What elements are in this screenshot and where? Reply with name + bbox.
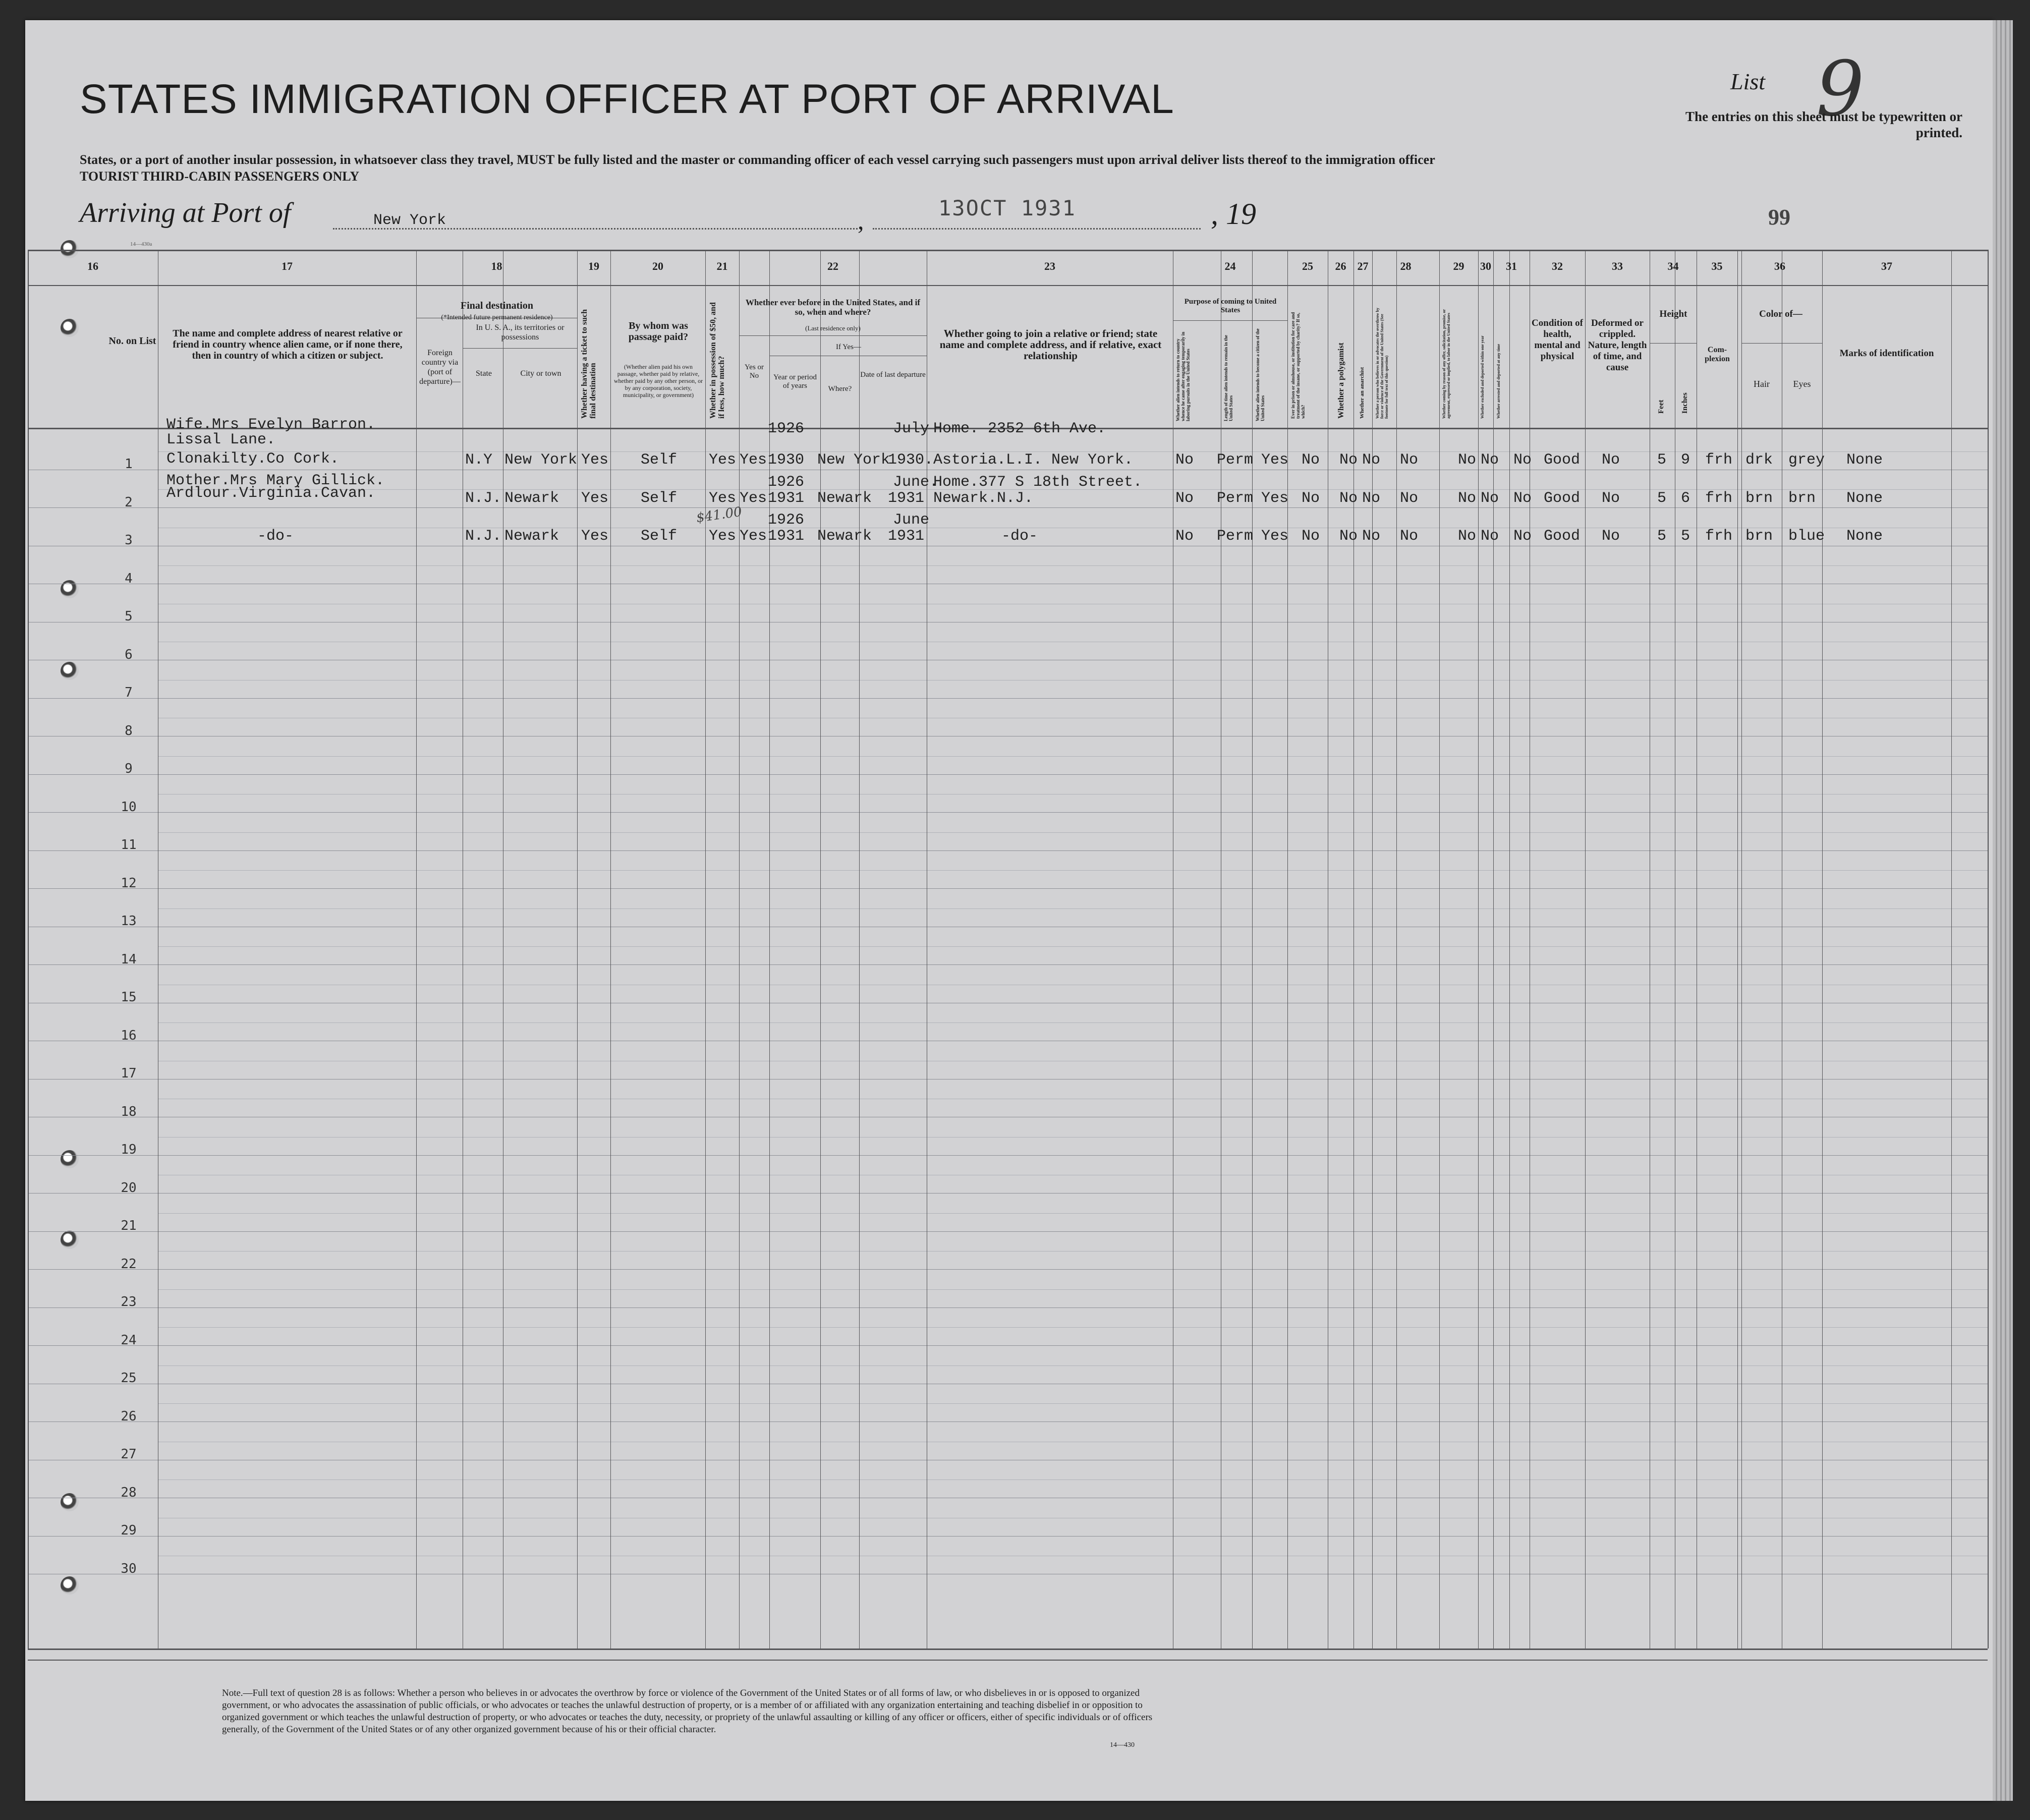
row-number: 9 [125,761,133,776]
column-number: 37 [1881,260,1892,272]
row-number: 14 [121,951,137,967]
color-rule [1741,343,1822,344]
entry-before: Yes [740,451,767,469]
column-number: 28 [1400,260,1412,272]
entry-anarchist: No [1362,451,1381,469]
row-midrule [158,565,1988,566]
entry-join: Home. 2352 6th Ave. [933,420,1106,437]
row-number: 24 [121,1332,137,1348]
entry-hair: brn [1745,528,1773,545]
entry-purpose: No [1175,451,1194,469]
entry-departure: June [893,511,930,529]
entry-departure: 1931 [888,528,925,545]
column-number: 32 [1552,260,1563,272]
entry-eyes: brn [1788,489,1816,507]
entry-money: Yes [709,451,737,469]
table-top-rule [28,250,1988,251]
row-midrule [158,870,1988,871]
row-number: 29 [121,1523,137,1538]
col-header-foreign-country: Foreign country via (port of departure)— [419,349,461,386]
col-header-polygamist: Whether a polygamist [1337,343,1345,419]
column-number: 17 [281,260,293,272]
entry-money: Yes [709,489,737,507]
col-header-ticket: Whether having a ticket to such final destination [580,309,597,419]
col-header-anarchist: Whether an anarchist [1359,367,1365,419]
list-label: List [1730,69,1766,94]
row-number: 10 [121,799,137,815]
col-header-yes-no: Yes or No [744,363,764,380]
row-midrule [158,908,1988,909]
entry-state: N.Y [465,451,493,469]
row-midrule [158,946,1988,947]
row-rule [28,507,1988,508]
entry-health: Good [1544,451,1581,469]
entry-city: Newark [504,528,559,545]
page-stack-edge [1993,20,2013,1801]
row-number: 30 [121,1561,137,1576]
entry-anarchist: No [1362,528,1381,545]
row-number: 15 [121,990,137,1005]
entry-years: 1931 [768,528,805,545]
row-rule [28,1345,1988,1346]
relative-address: Lissal Lane. [166,431,276,448]
relative-address: Mother.Mrs Mary Gillick. [166,472,385,489]
col-header-join-relative: Whether going to join a relative or friend; state name and complete address, and if relative, exact relationship [939,327,1162,362]
col-header-hair: Hair [1754,379,1770,389]
entry-length: Perm [1217,451,1254,469]
entry-ticket: Yes [581,451,609,469]
col-header-city: City or town [520,369,561,378]
entry-feet: 5 [1657,528,1667,545]
entry-join: Home.377 S 18th Street. [933,473,1143,491]
entry-excluded: No [1481,489,1499,507]
row-number: 28 [121,1485,137,1500]
row-midrule [158,832,1988,833]
col-header-relative: The name and complete address of nearest relative or friend in country whence alien came, or if none there, then in country of which a citizen or subject. [173,328,403,361]
column-number: 22 [827,260,838,272]
entry-years: 1931 [768,489,805,507]
entry-feet: 5 [1657,489,1667,507]
entry-length: Perm [1217,528,1254,545]
entry-eyes: grey [1788,451,1825,469]
entry-polygamist: No [1339,489,1358,507]
entry-health: Good [1544,489,1581,507]
column-number: 29 [1453,260,1464,272]
row-midrule [158,1403,1988,1404]
relative-address: Wife.Mrs Evelyn Barron. [166,416,376,433]
column-rule [705,250,706,1648]
col-header-purpose-return: Whether alien intends to return to country whence he came after engaging temporarily in laboring pursuits in the United States [1175,331,1191,421]
column-rule [1439,250,1440,1648]
row-midrule [158,1022,1988,1023]
col-header-no-on-list: No. on List [108,335,156,347]
binder-hole [61,1493,79,1511]
row-rule [28,774,1988,775]
column-rule [416,250,417,1648]
col-header-inches: Inches [1681,392,1689,414]
entry-years: 1930 [768,451,805,469]
column-number: 30 [1480,260,1491,272]
row-number: 21 [121,1218,137,1233]
col-header-feet: Feet [1657,400,1665,414]
row-rule [28,1269,1988,1270]
col-header-overthrow: Whether a person who believes in or advocates the overthrow by force or violence of the Government of the United States (See footnote for full text of this question) [1375,308,1389,419]
column-number-rule [28,285,1988,286]
column-rule [1741,250,1742,1648]
entry-years: 1926 [768,511,805,529]
row-rule [28,1307,1988,1308]
row-number: 4 [125,571,133,586]
column-rule [1509,250,1510,1648]
row-number: 27 [121,1447,137,1462]
column-number: 34 [1667,260,1679,272]
col-header-purpose-length: Length of time alien intends to remain in the United States [1223,335,1233,421]
entry-anarchist: No [1362,489,1381,507]
binder-hole [61,662,79,680]
col-header-color-of: Color of— [1759,309,1802,319]
row-number: 7 [125,685,133,700]
col-header-marks: Marks of identification [1839,348,1934,359]
column-rule [1585,250,1586,1648]
row-number: 20 [121,1180,137,1196]
comma-separator: , [858,206,864,235]
manifest-sheet [25,20,1993,1801]
entry-hair: brn [1745,489,1773,507]
entry-departure: 1930. [888,451,934,469]
entry-marks: None [1846,528,1883,545]
entry-where: New York [817,451,890,469]
col-header-final-destination: Final destination [461,300,533,311]
col-header-prison: Ever in prison or almshouse, or institution for care and treatment of the insane, or supported by charity? If so, which? [1290,312,1306,419]
relative-address: -do- [257,528,294,545]
entry-offer: No [1458,451,1477,469]
row-midrule [158,1289,1988,1290]
col-header-height: Height [1659,309,1687,319]
col-header-purpose: Purpose of coming to United States [1184,298,1277,314]
table-bottom-rule [28,1648,1988,1650]
binder-hole [61,240,79,258]
binder-hole [61,580,79,598]
entry-before: Yes [740,489,767,507]
row-number: 22 [121,1256,137,1272]
entry-city: Newark [504,489,559,507]
row-midrule [158,756,1988,757]
entry-complexion: frh [1705,489,1733,507]
column-rule [1737,250,1738,1648]
stamp-number: 99 [1768,205,1790,230]
entry-prison: No [1302,489,1320,507]
entry-marks: None [1846,489,1883,507]
entry-join: Newark.N.J. [933,489,1034,507]
entry-inches: 9 [1681,451,1690,469]
row-midrule [158,1137,1988,1138]
typewritten-note: The entries on this sheet must be typewritten or printed. [1685,109,1962,140]
relative-address: Ardlour.Virginia.Cavan. [166,484,376,502]
col-header-fifty-dollars: Whether in possession of $50, and if less, how much? [709,302,726,419]
entry-length: Perm [1217,489,1254,507]
column-rule [577,250,578,1648]
row-number: 18 [121,1104,137,1119]
entry-citizen: Yes [1261,489,1289,507]
col-header-excluded: Whether excluded and deported within one year [1480,335,1485,419]
entry-eyes: blue [1788,528,1825,545]
col-header-date-departure: Date of last departure [860,371,926,379]
row-number: 5 [125,609,133,624]
col-header-health: Condition of health, mental and physical [1532,318,1583,362]
entry-arrested: No [1513,489,1532,507]
footer-form-code: 14—430 [1110,1741,1135,1749]
row-number: 25 [121,1371,137,1386]
entry-ticket: Yes [581,489,609,507]
row-midrule [158,1251,1988,1252]
ever-before-rule [739,335,927,336]
entry-offer: No [1458,528,1477,545]
col-header-where: Where? [828,385,852,393]
column-number: 20 [652,260,663,272]
row-number: 6 [125,647,133,662]
column-number: 35 [1711,260,1723,272]
column-number: 27 [1357,260,1369,272]
row-number: 19 [121,1142,137,1157]
row-number: 3 [125,533,133,548]
col-header-final-destination-sub: (*Intended future permanent residence) [441,314,553,321]
entry-arrested: No [1513,528,1532,545]
column-rule [1951,250,1952,1648]
col-header-ever-before-sub: (Last residence only) [805,324,861,332]
row-number: 16 [121,1028,137,1043]
entry-health: Good [1544,528,1581,545]
row-number: 8 [125,723,133,738]
form-code: 14—430a [130,241,152,247]
entry-join: -do- [1001,528,1038,545]
entry-polygamist: No [1339,528,1358,545]
entry-passage: Self [641,528,678,545]
row-rule [28,698,1988,699]
entry-where: Newark [817,489,872,507]
entry-complexion: frh [1705,451,1733,469]
col-header-complexion: Com-plexion [1705,346,1730,363]
entry-citizen: Yes [1261,451,1289,469]
row-rule [28,812,1988,813]
row-number: 12 [121,875,137,891]
entry-complexion: frh [1705,528,1733,545]
entry-citizen: Yes [1261,528,1289,545]
column-rule [1478,250,1479,1648]
header-instructions: States, or a port of another insular possession, in whatsoever class they travel, MUST be fully listed and the master or commanding officer of each vessel carrying such passengers must upon arrival deliver lists thereof to the immigration officer [80,152,1435,167]
entry-inches: 5 [1681,528,1690,545]
entry-years: 1926 [768,420,805,437]
column-rule [1396,250,1397,1648]
entry-marks: None [1846,451,1883,469]
entry-purpose: No [1175,528,1194,545]
col-header-eyes: Eyes [1793,379,1811,389]
entry-money: Yes [709,528,737,545]
entry-arrested: No [1513,451,1532,469]
col-header-ever-before: Whether ever before in the United States, and if so, when and where? [745,298,921,317]
arriving-label: Arriving at Port of [80,197,291,229]
binder-hole [61,319,79,337]
money-note: $41.00 [695,504,743,526]
col-header-deformed: Deformed or crippled. Nature, length of time, and cause [1588,318,1647,373]
entry-overthrow: No [1400,451,1419,469]
col-header-offer: Whether coming by reason of any offer, solicitation, promise, or agreement, expressed or implied, to labor in the United States [1442,309,1451,419]
col-header-if-yes: If Yes— [835,343,861,351]
column-number: 33 [1612,260,1623,272]
col-header-purpose-citizen: Whether alien intends to become a citizen of the United States [1255,328,1265,421]
row-rule [28,1155,1988,1156]
port-field: New York [373,212,446,229]
date-stamp: 13OCT 1931 [938,196,1076,220]
list-number: 9 [1816,45,1865,133]
relative-address: Clonakilty.Co Cork. [166,450,340,468]
footnote: Note.—Full text of question 28 is as follows: Whether a person who believes in or advocates the overthrow by force or violence of the Government of the United States or of all forms of law, or who disbelieves in or is opposed to organized government, or who advocates the assassination of public officials, or who advocates or teaches the unlawful destruction of property, or is a member of or affiliated with any organization entertaining and teaching disbelief in or opposition to organized government or which teaches the unlawful destruction of property, or who advocates or teaches the duty, necessity, or propriety of the unlawful assaulting or killing of any officer or officers, either of specific individuals or of officers generally, of the Government of the United States or of any other organized government because of his or their official character. [222,1688,1153,1735]
column-number: 19 [588,260,599,272]
col-header-passage-sub: (Whether alien paid his own passage, whether paid by relative, whether paid by any other person, or by any corporation, society, municipality, or government) [613,363,703,399]
column-number: 18 [491,260,502,272]
column-number: 36 [1774,260,1785,272]
usa-rule [463,348,577,349]
entry-passage: Self [641,451,678,469]
entry-where: Newark [817,528,872,545]
entry-ticket: Yes [581,528,609,545]
entry-excluded: No [1481,451,1499,469]
entry-years: 1926 [768,473,805,491]
column-rule [28,250,29,1648]
column-number: 25 [1302,260,1313,272]
column-number: 23 [1044,260,1055,272]
row-rule [28,964,1988,965]
row-rule [28,888,1988,889]
column-number: 21 [716,260,728,272]
entry-departure: 1931 [888,489,925,507]
col-header-passage: By whom was passage paid? [628,320,689,343]
entry-polygamist: No [1339,451,1358,469]
year-prefix: , 19 [1211,197,1256,231]
row-midrule [158,1327,1988,1328]
column-number: 31 [1506,260,1517,272]
binder-hole [61,1576,79,1595]
col-header-state: State [476,369,492,378]
row-rule [28,1536,1988,1537]
binder-hole [61,1150,79,1168]
entry-offer: No [1458,489,1477,507]
purpose-rule [1173,320,1287,321]
col-header-year: Year or period of years [773,373,817,390]
entry-state: N.J. [465,489,502,507]
row-number: 23 [121,1294,137,1310]
column-rule [610,250,611,1648]
entry-state: N.J. [465,528,502,545]
row-number: 26 [121,1408,137,1424]
entry-join: Astoria.L.I. New York. [933,451,1134,469]
row-rule [28,850,1988,851]
row-number: 1 [125,457,133,472]
entry-city: New York [504,451,578,469]
row-number: 2 [125,494,133,510]
row-rule [28,1231,1988,1232]
entry-deformed: No [1602,528,1620,545]
passenger-class: TOURIST THIRD-CABIN PASSENGERS ONLY [80,169,360,184]
entry-departure: June. [893,473,939,491]
column-number: 24 [1224,260,1236,272]
entry-before: Yes [740,528,767,545]
column-number: 16 [87,260,98,272]
row-rule [28,1421,1988,1422]
entry-prison: No [1302,528,1320,545]
entry-departure: July [893,420,930,437]
entry-overthrow: No [1400,489,1419,507]
col-header-arrested: Whether arrested and deported at any time [1496,344,1501,419]
entry-prison: No [1302,451,1320,469]
row-number: 11 [121,837,137,852]
height-rule [1650,343,1697,344]
entry-overthrow: No [1400,528,1419,545]
entry-feet: 5 [1657,451,1667,469]
col-header-in-usa: In U. S. A., its territories or possessions [476,323,565,342]
binder-hole [61,1231,79,1249]
column-rule [1988,250,1989,1648]
row-number: 13 [121,914,137,929]
entry-deformed: No [1602,451,1620,469]
entry-passage: Self [641,489,678,507]
entry-inches: 6 [1681,489,1690,507]
entry-deformed: No [1602,489,1620,507]
column-number: 26 [1335,260,1346,272]
date-underline [873,228,1201,230]
entry-excluded: No [1481,528,1499,545]
footer-rule [28,1660,1988,1661]
entry-hair: drk [1745,451,1773,469]
page-title: STATES IMMIGRATION OFFICER AT PORT OF ARRIVAL [80,76,1174,122]
row-number: 17 [121,1066,137,1081]
entry-purpose: No [1175,489,1194,507]
row-midrule [158,1213,1988,1214]
